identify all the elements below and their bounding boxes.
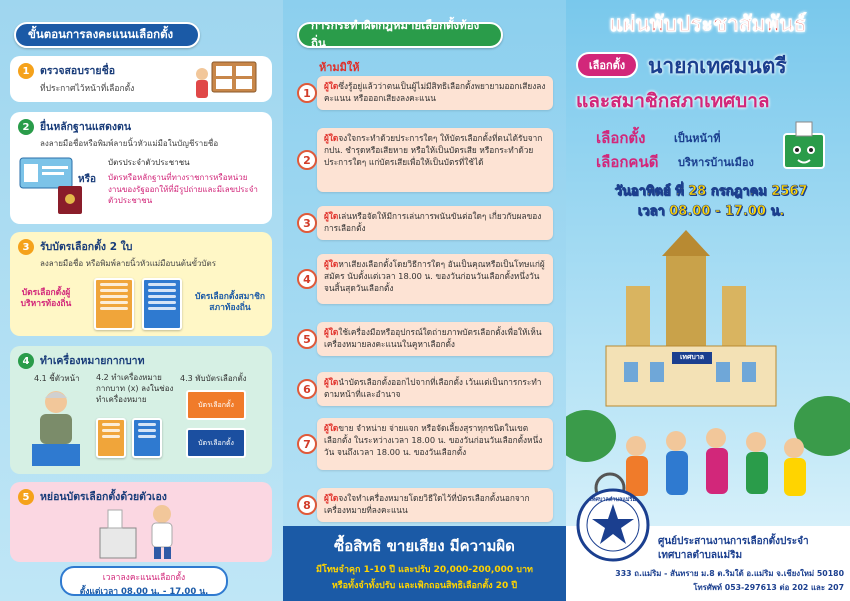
slogan-2a: เลือกคนดี <box>596 153 659 171</box>
folded-ballot-orange: บัตรเลือกตั้ง <box>186 390 246 420</box>
election-time: เวลา 08.00 - 17.00 น. <box>637 204 785 219</box>
ballot-box-mascot-icon <box>774 118 834 178</box>
violation-8 <box>317 488 553 522</box>
violation-6-number: 6 <box>297 379 317 399</box>
step-4-3-label: 4.3 พับบัตรเลือกตั้ง <box>180 374 247 383</box>
prohibited-subheader: ห้ามมิให้ <box>319 61 360 74</box>
step-1-title: ตรวจสอบรายชื่อ <box>40 65 116 77</box>
violation-5-number: 5 <box>297 329 317 349</box>
penalty-line-1: มีโทษจำคุก 1-10 ปี และปรับ 20,000-200,000 บาท <box>316 565 533 575</box>
step-3-desc: ลงลายมือชื่อ หรือพิมพ์ลายนิ้วหัวแม่มือบนต้นขั้วบัตร <box>40 259 216 268</box>
building-sign: เทศบาล <box>679 353 705 361</box>
violation-text: ใช้เครื่องมือหรืออุปกรณ์ใดถ่ายภาพบัตรเลือกตั้งเพื่อให้เห็นเครื่องหมายลงคะแนนในคูหาเลือกตั้ง <box>324 327 542 350</box>
voting-steps-panel <box>0 0 283 601</box>
violation-subject: ผู้ใด <box>324 211 339 221</box>
cover-panel <box>566 0 850 601</box>
penalty-banner <box>283 526 566 601</box>
violation-1 <box>317 76 553 110</box>
step-5-number: 5 <box>18 489 34 505</box>
step-3-number: 3 <box>18 239 34 255</box>
violation-6 <box>317 372 553 406</box>
voting-steps-header: ขั้นตอนการลงคะแนนเลือกตั้ง <box>14 22 200 48</box>
violation-text: จงใจกระทำด้วยประการใดๆ ให้บัตรเลือกตั้งที่ตนได้รับจาก กปน. ชำรุดหรือเสียหาย หรือให้เป็นบัตรเสีย หรือกระทำด้วยประการใดๆ แก่บัตรเสียเพื่อให้เป็นบัตรที่ใช้ได้ <box>324 133 543 168</box>
penalty-title: ซื้อสิทธิ ขายเสียง มีความผิด <box>334 537 515 555</box>
step-2-number: 2 <box>18 119 34 135</box>
step-4-box <box>10 346 272 474</box>
violation-text: จงใจทำเครื่องหมายโดยวิธีใดไว้ที่บัตรเลือกตั้งนอกจากเครื่องหมายที่ลงคะแนน <box>324 493 530 516</box>
town-hall-illustration <box>566 226 850 526</box>
step-5-box <box>10 482 272 562</box>
violation-subject: ผู้ใด <box>324 81 339 91</box>
slogan-2b: บริหารบ้านเมือง <box>678 156 754 169</box>
violations-header: การกระทำผิดกฎหมายเลือกตั้งท้องถิ่น <box>297 22 503 48</box>
elderly-voter-icon <box>26 386 86 468</box>
step-1-number: 1 <box>18 63 34 79</box>
violation-8-number: 8 <box>297 495 317 515</box>
folded-ballot-blue: บัตรเลือกตั้ง <box>186 428 246 458</box>
violation-subject: ผู้ใด <box>324 493 339 503</box>
violation-subject: ผู้ใด <box>324 133 339 143</box>
violation-subject: ผู้ใด <box>324 327 339 337</box>
step-1-box <box>10 56 272 102</box>
org-phone: โทรศัพท์ 053-297613 ต่อ 202 และ 207 <box>693 583 844 592</box>
violation-7 <box>317 418 553 470</box>
election-violations-panel <box>283 0 566 601</box>
or-label: หรือ <box>78 174 96 185</box>
election-date: วันอาทิตย์ ที่ 28 กรกฎาคม 2567 <box>614 184 808 199</box>
step-4-title: ทำเครื่องหมายกากบาท <box>40 355 145 367</box>
violation-subject: ผู้ใด <box>324 423 339 433</box>
step-2-desc: ลงลายมือชื่อหรือพิมพ์ลายนิ้วหัวแม่มือในบัญชีรายชื่อ <box>40 139 219 148</box>
ballot-council-label: บัตรเลือกตั้งสมาชิกสภาท้องถิ่น <box>195 292 265 314</box>
violation-text: เล่นหรือจัดให้มีการเล่นการพนันขันต่อใดๆ เกี่ยวกับผลของการเลือกตั้ง <box>324 211 542 234</box>
violation-subject: ผู้ใด <box>324 377 339 387</box>
step-1-desc: ที่ประกาศไว้หน้าที่เลือกตั้ง <box>40 84 135 94</box>
election-badge: เลือกตั้ง <box>576 52 638 78</box>
violation-4 <box>317 254 553 304</box>
violation-5 <box>317 322 553 356</box>
cover-council-title: และสมาชิกสภาเทศบาล <box>576 90 770 112</box>
cover-title: แผ่นพับประชาสัมพันธ์ <box>609 12 807 36</box>
penalty-line-2: หรือทั้งจำทั้งปรับ และเพิกถอนสิทธิเลือกตั้ง 20 ปี <box>331 581 518 591</box>
violation-7-number: 7 <box>297 434 317 454</box>
step-4-2-label: 4.2 ทำเครื่องหมายกากบาท (x) ลงในช่องทำเครื่องหมาย <box>96 373 174 405</box>
marked-ballot-blue <box>132 418 162 458</box>
voting-time-title: เวลาลงคะแนนเลือกตั้ง <box>102 573 186 583</box>
org-address: 333 ถ.แม่ริม - สันทราย ม.8 ต.ริมใต้ อ.แม่ริม จ.เชียงใหม่ 50180 <box>615 569 844 578</box>
voting-time-value: ตั้งแต่เวลา 08.00 น. - 17.00 น. <box>79 587 209 597</box>
step-2-box <box>10 112 272 224</box>
slogan-1a: เลือกตั้ง <box>596 129 646 147</box>
marked-ballot-orange <box>96 418 126 458</box>
voting-time-box <box>60 566 228 596</box>
step-5-title: หย่อนบัตรเลือกตั้งด้วยตัวเอง <box>40 491 167 503</box>
step-4-number: 4 <box>18 353 34 369</box>
org-name-line-2: เทศบาลตำบลแม่ริม <box>658 550 743 561</box>
id-card-label: บัตรประจำตัวประชาชน <box>108 158 190 167</box>
violation-text: ขาย จำหน่าย จ่ายแจก หรือจัดเลี้ยงสุราทุกชนิดในเขตเลือกตั้ง ในระหว่างเวลา 18.00 น. ของวันก่อนวันเลือกตั้งหนึ่งวัน จนถึงเวลา 18.00 น. ของวันเลือกตั้ง <box>324 423 543 458</box>
step-2-title: ยื่นหลักฐานแสดงตน <box>40 121 132 133</box>
alt-document-label: บัตรหรือหลักฐานที่ทางราชการหรือหน่วยงานของรัฐออกให้ที่มีรูปถ่ายและมีเลขประจำตัวประชาชน <box>108 173 258 206</box>
ballot-executive-icon <box>94 278 134 330</box>
violation-4-number: 4 <box>297 269 317 289</box>
cover-mayor-title: นายกเทศมนตรี <box>648 54 787 78</box>
ballot-box-icon <box>90 502 190 560</box>
violation-text: หาเสียงเลือกตั้งโดยวิธีการใดๆ อันเป็นคุณหรือเป็นโทษแก่ผู้สมัคร นับตั้งแต่เวลา 18.00 น. ของวันก่อนวันเลือกตั้งหนึ่งวันจนสิ้นสุดวันเลือกตั้ง <box>324 259 545 294</box>
step-3-title: รับบัตรเลือกตั้ง 2 ใบ <box>40 241 133 253</box>
violation-text: ซึ่งรู้อยู่แล้วว่าตนเป็นผู้ไม่มีสิทธิเลือกตั้งพยายามออกเสียงลงคะแนน หรือออกเสียงลงคะแนน <box>324 81 546 104</box>
seal-text: เทศบาลตำบลแม่ริม <box>589 497 637 503</box>
ballot-council-icon <box>142 278 182 330</box>
violation-2-number: 2 <box>297 150 317 170</box>
org-footer <box>566 497 850 601</box>
violation-text: นำบัตรเลือกตั้งออกไปจากที่เลือกตั้ง เว้นแต่เป็นการกระทำตามหน้าที่และอำนาจ <box>324 377 542 400</box>
step-4-1-label: 4.1 ชี้ตัวหน้า <box>34 374 80 383</box>
violation-2 <box>317 128 553 192</box>
org-name-line-1: ศูนย์ประสานงานการเลือกตั้งประจำ <box>658 536 809 547</box>
notice-board-icon <box>192 60 262 100</box>
step-3-box <box>10 232 272 336</box>
violation-1-number: 1 <box>297 83 317 103</box>
violation-subject: ผู้ใด <box>324 259 339 269</box>
violation-3 <box>317 206 553 240</box>
slogan-1b: เป็นหน้าที่ <box>674 132 721 145</box>
ballot-executive-label: บัตรเลือกตั้งผู้บริหารท้องถิ่น <box>20 288 72 310</box>
violation-3-number: 3 <box>297 213 317 233</box>
